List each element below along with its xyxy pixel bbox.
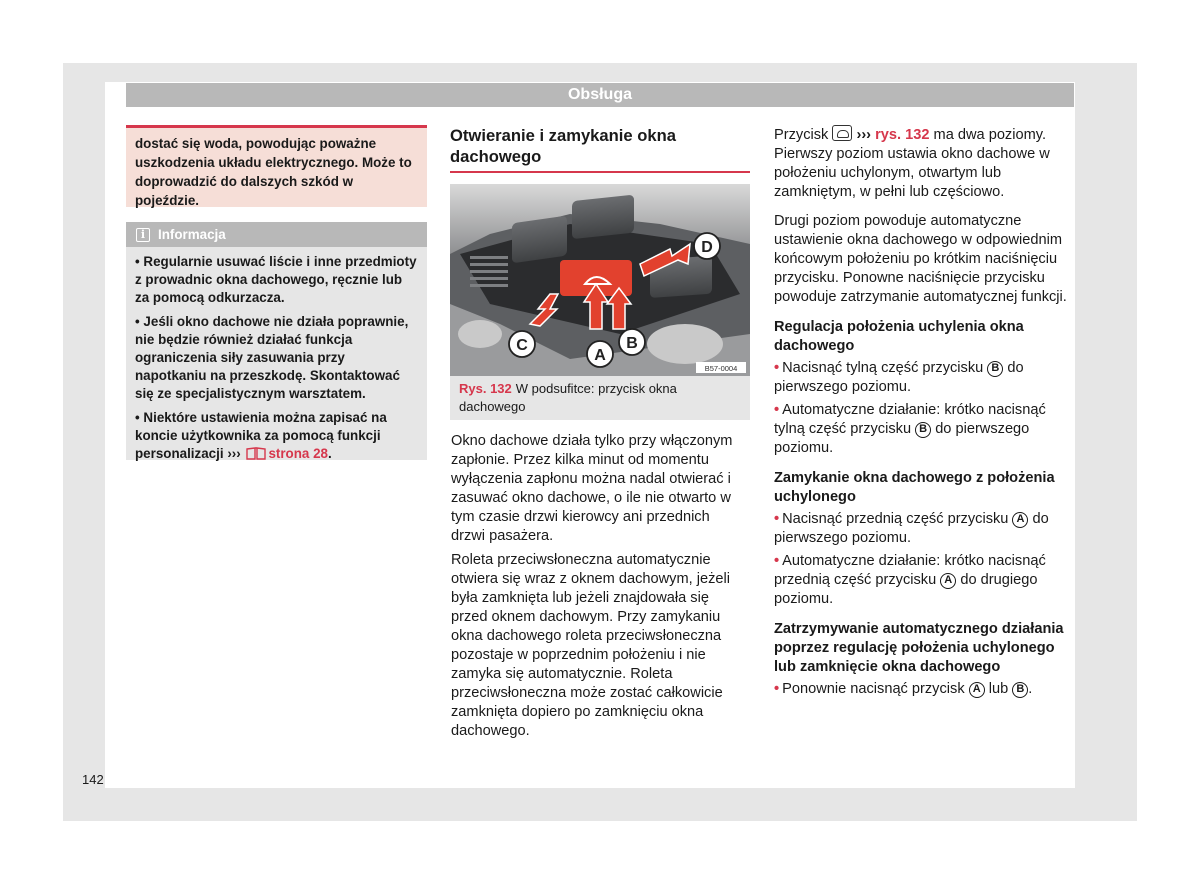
section-title: Otwieranie i zamykanie okna dachowego [450,126,676,166]
info-icon: i [136,228,150,242]
info-item: • Regularnie usuwać liście i inne przedmioty z prowadnic okna dachowego, ręcznie lub za pomocą odkurzacza. [135,254,417,306]
button-b-marker: B [987,361,1003,377]
callout-d [694,233,720,259]
svg-text:C: C [516,337,528,354]
callout-c [509,331,535,357]
info-box [126,222,427,460]
list-item: • Ponownie nacisnąć przycisk A lub B . [774,681,1033,697]
heading-close-from-tilt: Zamykanie okna dachowego z położenia uchylonego [774,470,1055,505]
right-column [774,125,1074,703]
sunroof-button-icon [832,125,852,141]
figure-illustration [450,184,750,376]
paragraph-button-levels: Przycisk ››› rys. 132 ma dwa poziomy. Pierwszy poziom ustawia okno dachowe w położeniu uchylonym, otwartym lub zamkniętym, w pełni lub częściowo. [774,127,1050,200]
info-body [126,247,427,463]
figure-caption [450,376,750,420]
caption-text: W podsufitce: przycisk okna dachowego [459,381,677,414]
svg-text:B: B [626,335,638,352]
callout-a [587,341,613,367]
button-a-marker: A [969,682,985,698]
figure-reference-link[interactable]: rys. 132 [875,127,930,143]
arrows: ››› [227,446,241,462]
list-item: • Automatyczne działanie: krótko nacisnąć przednią część przycisku A do drugiego poziomu. [774,553,1046,607]
figure-code: B57-0004 [704,364,738,373]
button-a-marker: A [1012,512,1028,528]
paragraph-second-level: Drugi poziom powoduje automatyczne ustawienie okna dachowego w odpowiednim końcowym położeniu po krótkim naciśnięciu przycisku. Ponowne naciśnięcie przycisku powoduje zatrzymanie automatycznej funkcji. [774,213,1067,305]
button-b-marker: B [1012,682,1028,698]
info-header [126,222,427,247]
book-link-icon [246,446,266,460]
paragraph-sunblind: Roleta przeciwsłoneczna automatycznie otwiera się wraz z oknem dachowym, jeżeli była zamknięta lub jeżeli znajdowała się przed oknem dachowym. Przy zamykaniu okna dachowego roleta przeciwsłoneczna pozostaje w poprzednim położeniu i nie zamyka się automatycznie. Roleta przeciwsłoneczna może zostać całkowicie zamknięta dopiero po zamknięciu okna dachowego. [451,552,731,739]
info-item: • Niektóre ustawienia można zapisać na koncie użytkownika za pomocą funkcji personalizacji ››› strona 28. [135,409,387,462]
svg-text:A: A [594,347,606,364]
paragraph-ignition: Okno dachowe działa tylko przy włączonym zapłonie. Przez kilka minut od momentu wyłączenia zapłonu można nadal otwierać i zasuwać okno dachowe, o ile nie otwarto w tym czasie drzwi kierowcy ani przednich drzwi pasażera. [451,433,733,544]
list-item: • Automatyczne działanie: krótko nacisnąć tylną część przycisku B do pierwszego poziomu. [774,402,1046,456]
warning-text: dostać się woda, powodując poważne uszkodzenia układu elektrycznego. Może to doprowadzić do dalszych szkód w pojeździe. [135,136,412,208]
chapter-header: Obsługa [126,83,1074,107]
page-number: 142 [82,772,104,787]
list-item: • Nacisnąć tylną część przycisku B do pierwszego poziomu. [774,360,1024,395]
warning-continuation-box [126,125,427,207]
button-a-marker: A [940,573,956,589]
sunroof-button-figure [450,184,750,376]
title-rule [450,171,750,173]
svg-text:D: D [701,239,713,256]
heading-tilt-adjust: Regulacja położenia uchylenia okna dachowego [774,319,1024,354]
page-reference-link[interactable]: strona 28 [268,446,328,462]
caption-label: Rys. 132 [459,381,512,396]
list-item: • Nacisnąć przednią część przycisku A do pierwszego poziomu. [774,511,1049,546]
info-title: Informacja [158,227,226,242]
info-item: • Jeśli okno dachowe nie działa poprawnie, nie będzie również działać funkcja ograniczenia siły zasuwania przy napotkaniu na przeszkodę. Skontaktować się ze specjalistycznym warsztatem. [135,313,409,402]
button-b-marker: B [915,422,931,438]
callout-b [619,329,645,355]
heading-stop-automatic: Zatrzymywanie automatycznego działania poprzez regulację położenia uchylonego lub zamknięcie okna dachowego [774,621,1064,675]
